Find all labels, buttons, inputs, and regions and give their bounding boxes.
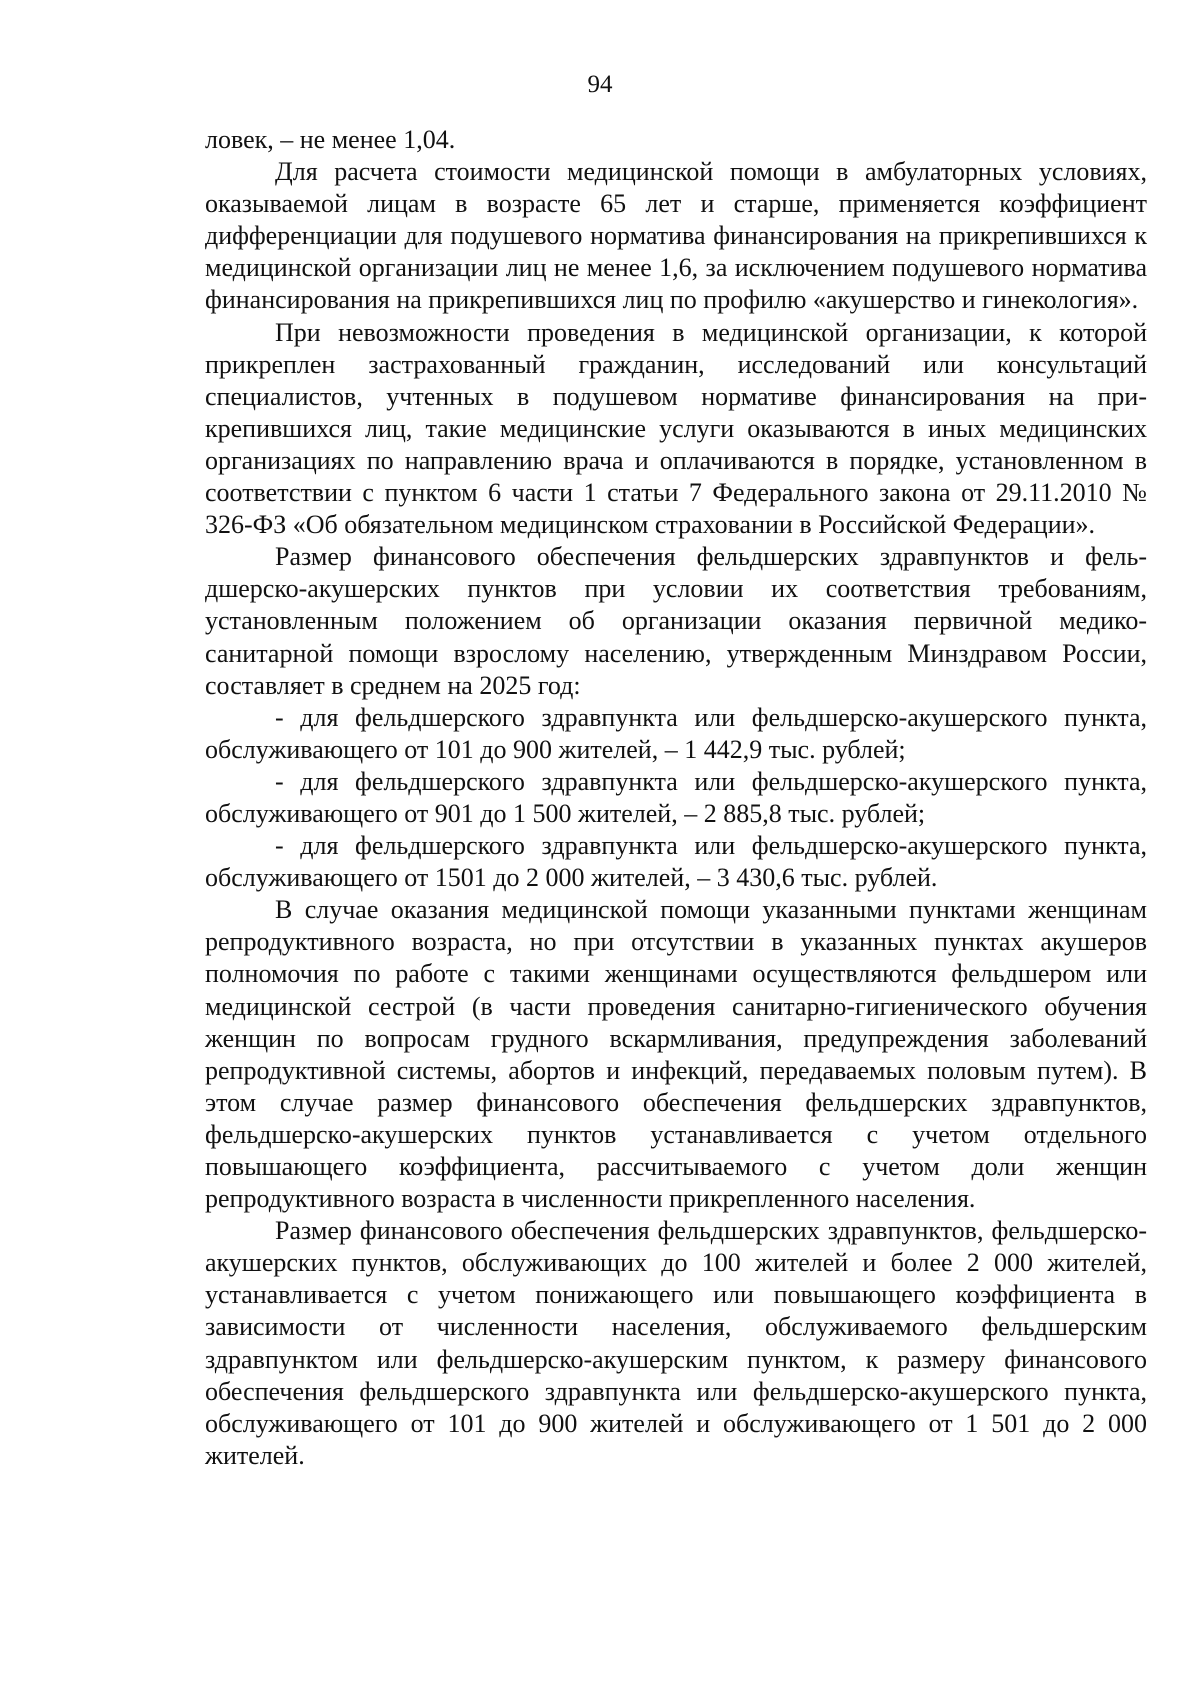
paragraph-3: При невозможности проведения в медицинской организации, к которой прикреплен застрахованный гражданин, исследований или консультаций специалистов, учтенных в подушевом нормативе финансирования на прикрепившихся лиц, такие медицинские услуги оказываются в иных медицинских организациях по направлению врача и оплачиваются в порядке, установленном в соответствии с пунктом 6 части 1 статьи 7 Федерального закона от 29.11.2010 № 326-ФЗ «Об обязательном медицинском страховании в Российской Федерации».	[205, 317, 1147, 540]
paragraph-2: Для расчета стоимости медицинской помощи в амбулаторных условиях, оказываемой лицам в возрасте 65 лет и старше, применяется коэффициент дифференциации для подушевого норматива финансирования на прикрепившихся к медицинской организации лиц не менее 1,6, за исключением подушевого норматива финансирования на прикрепившихся лиц по профилю «акушерство и гинекология».	[205, 157, 1147, 315]
paragraph-6: Размер финансового обеспечения фельдшерских здравпунктов, фельдшерско-акушерских пунктов, обслуживающих до 100 жителей и более 2 000 жителей, устанавливается с учетом понижающего или повышающего коэффициента в зависимости от численности населения, обслуживаемого фельдшерским здравпунктом или фельдшерско-акушерским пунктом, к размеру финансового обеспечения фельдшерского здравпункта или фельдшерско-акушерского пункта, обслуживающего от 101 до 900 жителей и обслуживающего от 1 501 до 2 000 жителей.	[205, 1216, 1147, 1470]
paragraph-1: ловек, – не менее 1,04.	[205, 125, 456, 154]
list-item-1: - для фельдшерского здравпункта или фельдшерско-акушерского пункта, обслуживающего от 101 до 900 жителей, – 1 442,9 тыс. рублей;	[205, 702, 1147, 764]
page-number: 94	[587, 71, 613, 98]
list-item-2: - для фельдшерского здравпункта или фельдшерско-акушерского пункта, обслуживающего от 901 до 1 500 жителей, – 2 885,8 тыс. рублей;	[205, 766, 1147, 828]
list-item-3: - для фельдшерского здравпункта или фельдшерско-акушерского пункта, обслуживающего от 1501 до 2 000 жителей, – 3 430,6 тыс. рублей.	[205, 831, 1147, 893]
paragraph-5: В случае оказания медицинской помощи указанными пунктами женщинам репродуктивного возраста, но при отсутствии в указанных пунктах акушеров полномочия по работе с такими женщинами осуществляются фельдшером или медицинской сестрой (в части проведения санитарно-гигиенического обучения женщин по вопросам грудного вскармливания, предупреждения заболеваний репродуктивной системы, абортов и инфекций, передаваемых половым путем). В этом случае размер финансового обеспечения фельдшерских здравпунктов, фельдшерско-акушерских пунктов устанавливается с учетом отдельного повышающего коэффициента, рассчитываемого с учетом доли женщин репродуктивного возраста в численности прикрепленного населения.	[205, 895, 1147, 1214]
document-body	[205, 124, 1147, 1472]
paragraph-4: Размер финансового обеспечения фельдшерских здравпунктов и фельдшерско-акушерских пунктов при условии их соответствия требованиям, установленным положением об организации оказания первичной медико-санитарной помощи взрослому населению, утвержденным Минздравом России, составляет в среднем на 2025 год:	[205, 542, 1147, 700]
